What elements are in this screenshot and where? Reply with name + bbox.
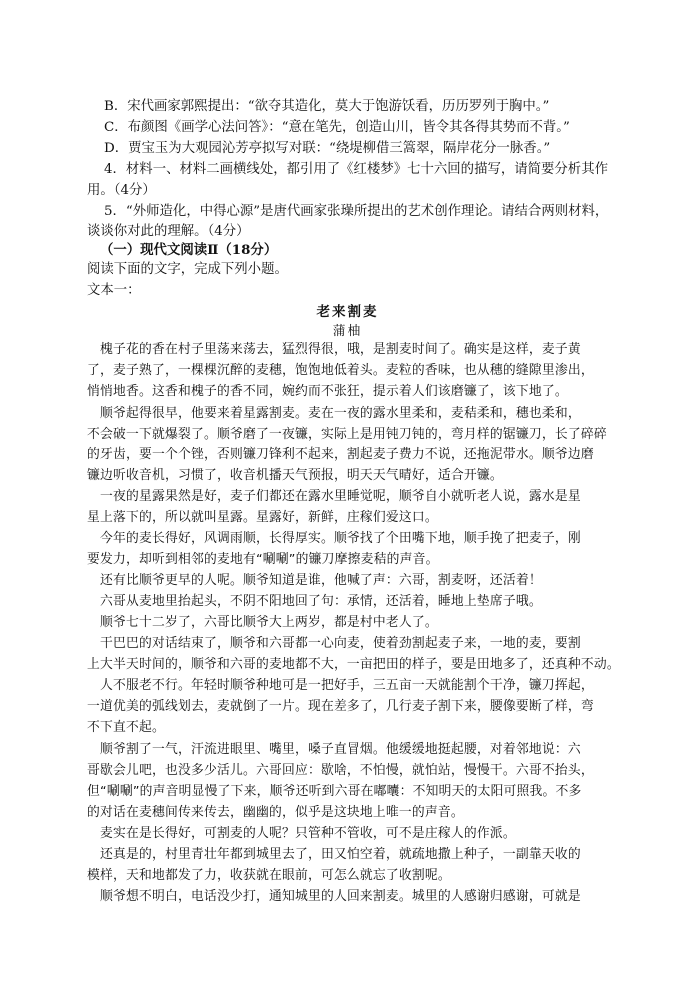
story-line: 但“唰唰”的声音明显慢了下来，顺爷还听到六哥在嘟囔：不知明天的太阳可照我。不多 xyxy=(87,784,582,799)
story-line: 不会破一下就爆裂了。顺爷磨了一夜镰，实际上是用钝刀钝的，弯月样的锯镰刀，长了碎碎 xyxy=(87,427,607,442)
story-line: 顺爷七十二岁了，六哥比顺爷大上两岁，都是村中老人了。 xyxy=(100,615,438,630)
story-line: 的对话在麦穗间传来传去，幽幽的，似乎是这块地上唯一的声音。 xyxy=(87,805,464,820)
question-5-line-1: 5．“外师造化，中得心源”是唐代画家张璪所提出的艺术创作理论。请结合两则材料， xyxy=(104,204,609,219)
story-line: 还真是的，村里青壮年都到城里去了，田又怕空着，就疏地撒上种子，一副靠天收的 xyxy=(100,847,581,862)
section-instruction: 阅读下面的文字，完成下列小题。 xyxy=(87,262,288,277)
story-line: 槐子花的香在村子里荡来荡去，猛烈得很，哦，是割麦时间了。确实是这样，麦子黄 xyxy=(100,342,581,357)
story-line: 一夜的星露果然是好，麦子们都还在露水里睡觉呢，顺爷自小就听老人说，露水是星 xyxy=(100,489,581,504)
option-d: D．贾宝玉为大观园沁芳亭拟写对联：“绕堤柳借三篙翠，隔岸花分一脉香。” xyxy=(104,141,551,156)
option-b: B．宋代画家郭熙提出：“欲夺其造化，莫大于饱游饫看，历历罗列于胸中。” xyxy=(104,99,550,114)
story-line: 六哥从麦地里抬起头，不阴不阳地回了句：承情，还活着，睡地上垫席子哦。 xyxy=(100,594,542,609)
story-line: 的牙齿，要一个个锉，否则镰刀锋利不起来，割起麦子费力不说，还拖泥带水。顺爷边磨 xyxy=(87,447,594,462)
story-line: 上大半天时间的，顺爷和六哥的麦地都不大，一亩把田的样子，要是田地多了，还真种不动。 xyxy=(87,657,620,672)
story-line: 模样，天和地都发了力，收获就在眼前，可怎么就忘了收割呢。 xyxy=(87,868,451,883)
story-line: 顺爷起得很早，他要来着星露割麦。麦在一夜的露水里柔和，麦秸柔和，穗也柔和， xyxy=(100,406,581,421)
story-line: 顺爷想不明白，电话没少打，通知城里的人回来割麦。城里的人感谢归感谢，可就是 xyxy=(100,889,581,904)
story-line: 顺爷割了一气，汗流进眼里、嘴里，嗓子直冒烟。他缓缓地挺起腰，对着邻地说：六 xyxy=(100,742,581,757)
story-line: 了，麦子熟了，一棵棵沉醉的麦穗，饱饱地低着头。麦粒的香味，也从穗的缝隙里渗出， xyxy=(87,363,594,378)
story-line: 干巴巴的对话结束了，顺爷和六哥都一心向麦，使着劲割起麦子来，一地的麦，要割 xyxy=(100,636,581,651)
story-line: 不下直不起。 xyxy=(87,720,165,735)
story-line: 今年的麦长得好，风调雨顺，长得厚实。顺爷找了个田嘴下地，顺手挽了把麦子，刚 xyxy=(100,531,581,546)
question-4-line-1: 4．材料一、材料二画横线处，都引用了《红楼梦》七十六回的描写，请简要分析其作 xyxy=(104,162,608,177)
story-title: 老来割麦 xyxy=(316,304,379,320)
question-4-line-2: 用。（4分） xyxy=(87,183,156,198)
story-line: 要发力，却听到相邻的麦地有“唰唰”的镰刀摩擦麦秸的声音。 xyxy=(87,552,439,567)
story-line: 镰边听收音机，习惯了，收音机播天气预报，明天天气晴好，适合开镰。 xyxy=(87,468,503,483)
text-label: 文本一： xyxy=(87,283,141,298)
section-heading: （一）现代文阅读Ⅱ（18分） xyxy=(100,242,278,258)
story-line: 还有比顺爷更早的人呢。顺爷知道是谁，他喊了声：六哥，割麦呀，还活着！ xyxy=(100,573,542,588)
story-line: 麦实在是长得好，可割麦的人呢？只管种不管收，可不是庄稼人的作派。 xyxy=(100,826,516,841)
option-c: C．布颜图《画学心法问答》：“意在笔先，创造山川，皆令其各得其势而不背。” xyxy=(104,120,570,135)
story-line: 一道优美的弧线划去，麦就倒了一片。现在差多了，几行麦子割下来，腰像要断了样，弯 xyxy=(87,699,594,714)
question-5-line-2: 谈谈你对此的理解。（4分） xyxy=(87,224,250,239)
story-line: 悄悄地香。这香和槐子的香不同，婉约而不张狂，提示着人们该磨镰了，该下地了。 xyxy=(87,384,568,399)
story-line: 人不服老不行。年轻时顺爷种地可是一把好手，三五亩一天就能割个干净，镰刀挥起， xyxy=(100,678,594,693)
story-author: 蒲柚 xyxy=(332,324,363,339)
story-line: 哥歇会儿吧，也没多少活儿。六哥回应：歇啥，不怕慢，就怕站，慢慢干。六哥不抬头， xyxy=(87,763,594,778)
story-line: 星上落下的，所以就叫星露。星露好，新鲜，庄稼们爱这口。 xyxy=(87,510,438,525)
